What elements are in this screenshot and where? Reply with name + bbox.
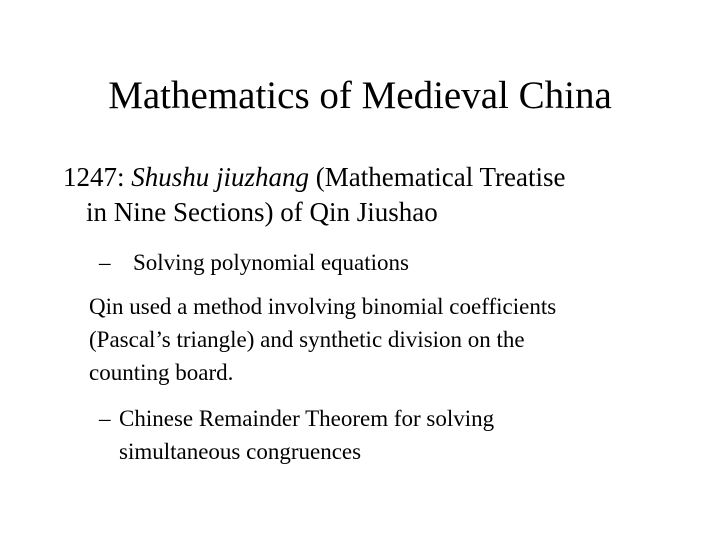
qin-method-paragraph	[89, 290, 689, 389]
sub-bullet-polynomial	[99, 248, 409, 278]
main-bullet	[63, 160, 703, 230]
paragraph-line: (Pascal’s triangle) and synthetic division on the	[89, 327, 525, 352]
main-bullet-line2: in Nine Sections) of Qin Jiushao	[86, 197, 438, 227]
sub-bullet-line2: simultaneous congruences	[119, 439, 362, 464]
paragraph-line: counting board.	[89, 360, 234, 385]
main-bullet-line1-rest: (Mathematical Treatise	[315, 162, 566, 192]
sub-bullet-dash: –	[99, 250, 111, 275]
sub-bullet-text: Solving polynomial equations	[133, 250, 409, 275]
sub-bullet-dash: –	[99, 406, 111, 431]
main-bullet-year: 1247:	[63, 162, 125, 192]
paragraph-line: Qin used a method involving binomial coefficients	[89, 294, 557, 319]
sub-bullet-chinese-remainder	[99, 402, 494, 468]
main-bullet-work-title: Shushu jiuzhang	[131, 162, 310, 192]
sub-bullet-line1: Chinese Remainder Theorem for solving	[119, 406, 495, 431]
slide-title: Mathematics of Medieval China	[108, 74, 612, 117]
